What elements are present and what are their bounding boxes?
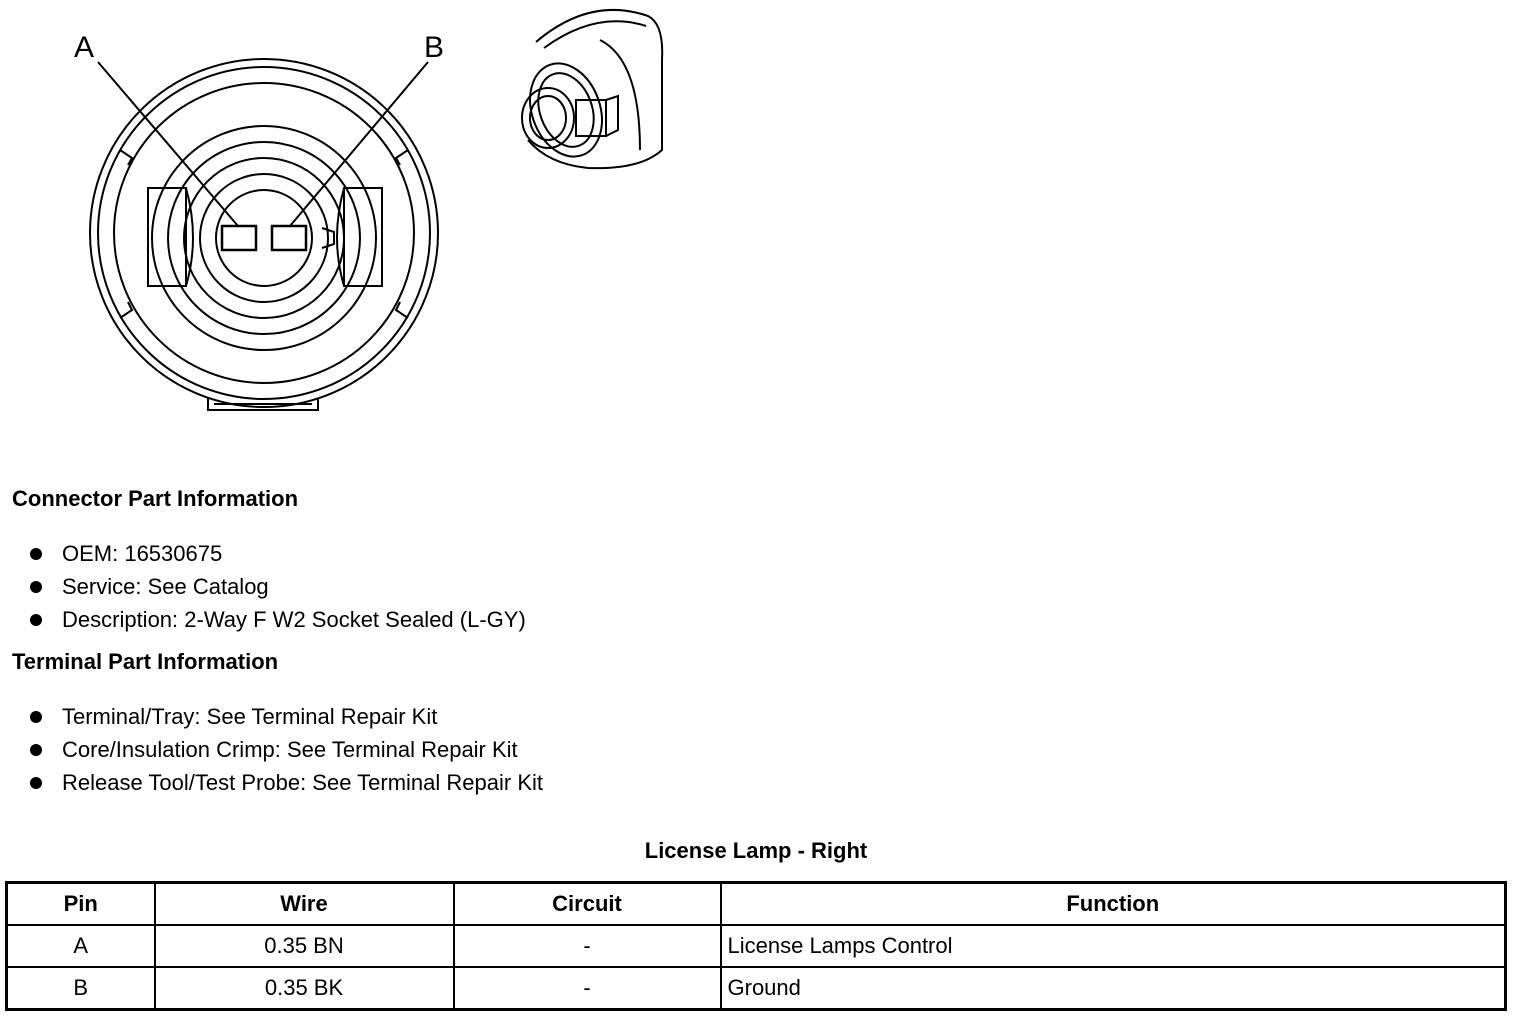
cell-circuit: - [454,967,721,1010]
header-circuit: Circuit [454,883,721,926]
connector-part-info-list [28,537,526,636]
list-item: Service: See Catalog [28,570,526,603]
list-item: Terminal/Tray: See Terminal Repair Kit [28,700,543,733]
cell-wire: 0.35 BN [155,925,454,967]
list-item: Core/Insulation Crimp: See Terminal Repair Kit [28,733,543,766]
connector-isometric-view [518,10,663,168]
connector-diagram [0,0,700,430]
cell-circuit: - [454,925,721,967]
cell-pin: A [7,925,155,967]
list-item: Release Tool/Test Probe: See Terminal Repair Kit [28,766,543,799]
header-pin: Pin [7,883,155,926]
cell-function: License Lamps Control [721,925,1506,967]
list-item: Description: 2-Way F W2 Socket Sealed (L-GY) [28,603,526,636]
bullet-icon [30,777,42,789]
table-row [7,925,1506,967]
connector-part-info-heading: Connector Part Information [12,486,299,511]
terminal-part-info-heading: Terminal Part Information [12,649,279,674]
bullet-icon [30,614,42,626]
cell-pin: B [7,967,155,1010]
pinout-table [5,881,1507,1011]
list-item: OEM: 16530675 [28,537,526,570]
pin-a-leader-line [98,62,238,226]
bullet-icon [30,744,42,756]
table-title: License Lamp - Right [644,838,868,863]
table-row [7,967,1506,1010]
terminal-part-info-list [28,700,543,799]
pin-b-label: B [424,31,445,64]
pin-b-cavity [272,226,306,250]
bullet-icon [30,711,42,723]
pin-a-cavity [222,226,256,250]
cell-function: Ground [721,967,1506,1010]
bullet-icon [30,548,42,560]
header-function: Function [721,883,1506,926]
cell-wire: 0.35 BK [155,967,454,1010]
pin-a-label: A [74,31,95,64]
table-header-row [7,883,1506,926]
bullet-icon [30,581,42,593]
header-wire: Wire [155,883,454,926]
